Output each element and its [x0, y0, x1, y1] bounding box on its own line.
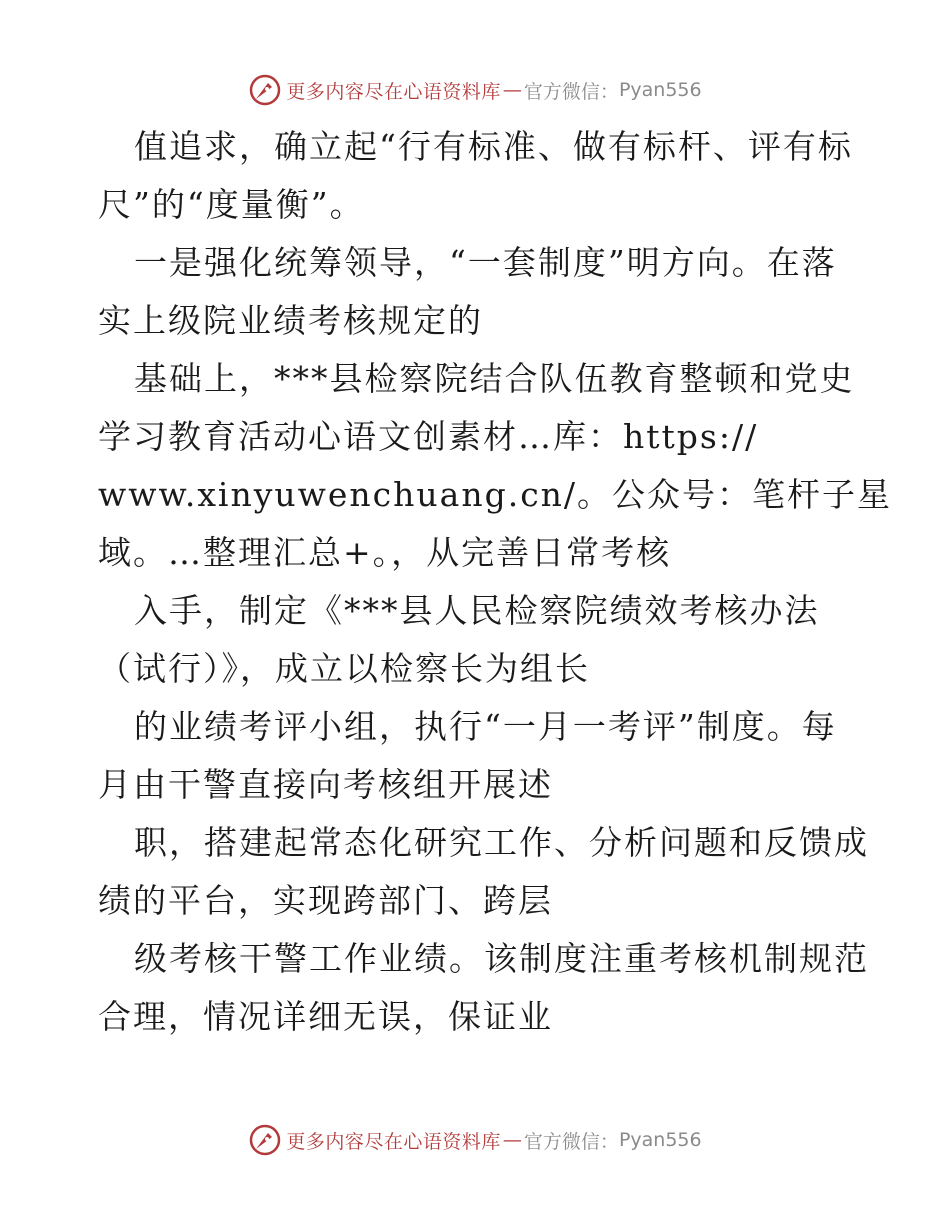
banner-wechat-id: Pyan556: [618, 1129, 702, 1151]
banner-dash: —: [502, 79, 522, 101]
banner-wechat-id: Pyan556: [618, 79, 702, 101]
banner-title: 更多内容尽在心语资料库: [286, 80, 501, 103]
text-line: （试行）》，成立以检察长为组长: [98, 649, 590, 688]
text-line: 绩的平台，实现跨部门、跨层: [98, 881, 553, 920]
text-line: 入手，制定《***县人民检察院绩效考核办法: [134, 591, 820, 630]
text-line: 值追求，确立起“行有标准、做有标杆、评有标: [134, 127, 853, 166]
header-banner: [0, 70, 950, 110]
text-line: 合理，情况详细无误，保证业: [98, 997, 553, 1036]
text-line: 级考核干警工作业绩。该制度注重考核机制规范: [134, 939, 869, 978]
text-line: 的业绩考评小组，执行“一月一考评”制度。每: [134, 707, 837, 746]
pen-nib-circle-icon: [248, 73, 282, 107]
text-line: 学习教育活动心语文创素材…库：https://: [98, 417, 759, 456]
text-line: 一是强化统筹领导，“一套制度”明方向。在落: [134, 243, 837, 282]
text-line: 基础上，***县检察院结合队伍教育整顿和党史: [134, 359, 855, 398]
text-line: 职，搭建起常态化研究工作、分析问题和反馈成: [134, 823, 869, 862]
document-body: [98, 118, 893, 1046]
banner-title: 更多内容尽在心语资料库: [286, 1130, 501, 1153]
text-line: 实上级院业绩考核规定的: [98, 301, 483, 340]
banner-dash: —: [502, 1129, 522, 1151]
text-line: 月由干警直接向考核组开展述: [98, 765, 553, 804]
text-line: 域。…整理汇总+。，从完善日常考核: [98, 533, 672, 572]
footer-banner: [0, 1120, 950, 1160]
pen-nib-circle-icon: [248, 1123, 282, 1157]
banner-label: 官方微信：: [523, 80, 619, 103]
text-line: 尺”的“度量衡”。: [98, 185, 365, 224]
text-line: www.xinyuwenchuang.cn/。公众号：笔杆子星: [98, 475, 893, 514]
banner-label: 官方微信：: [523, 1130, 619, 1153]
